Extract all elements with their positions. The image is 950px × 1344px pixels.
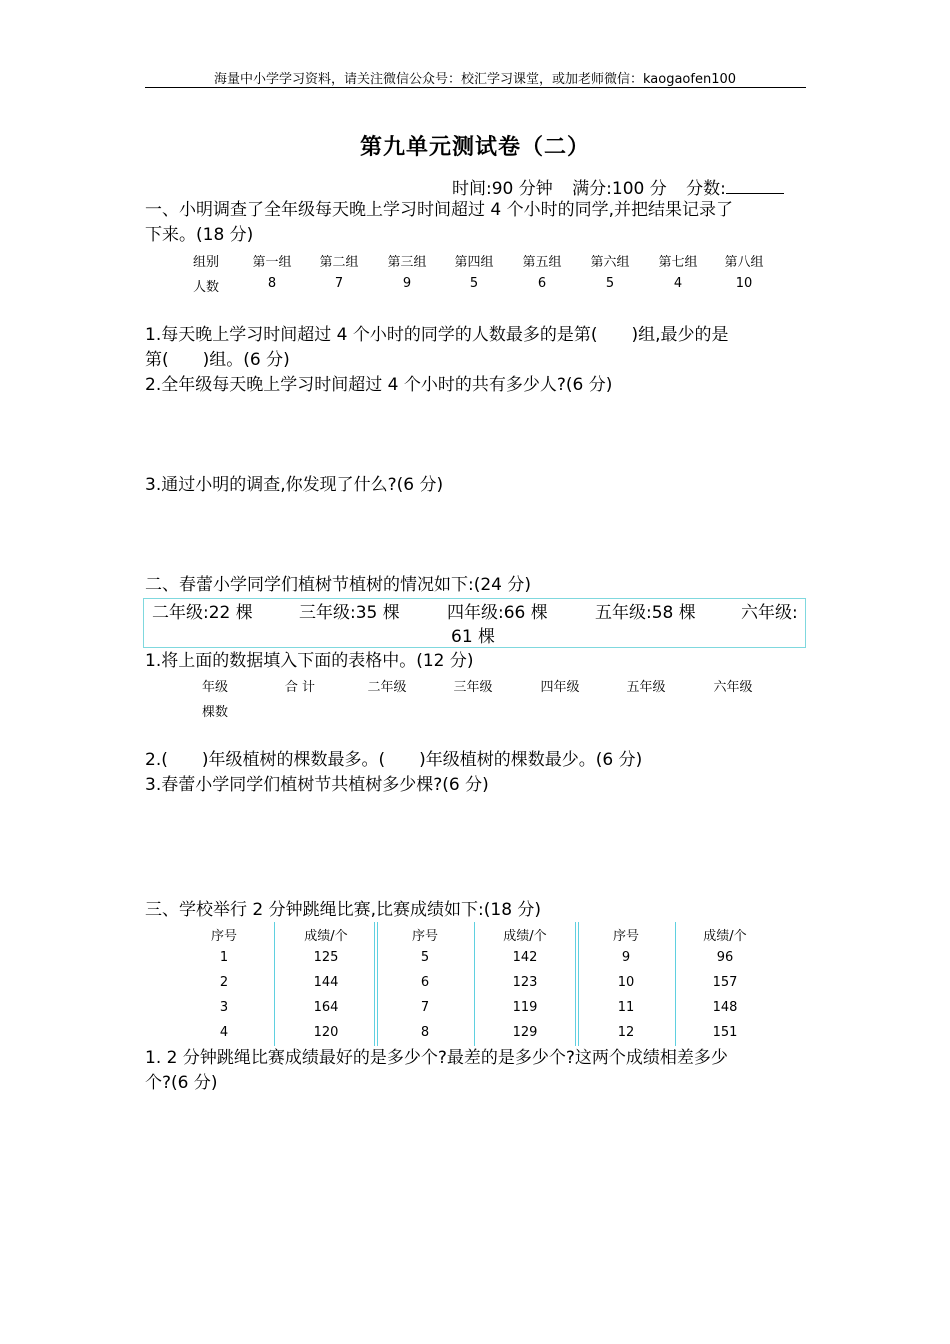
table-header: 合 计 <box>284 680 316 695</box>
table-cell: 123 <box>512 975 538 990</box>
table-cell: 9 <box>621 950 631 965</box>
group-header: 第二组 <box>319 255 359 270</box>
section1-question2: 2.全年级每天晚上学习时间超过 4 个小时的共有多少人?(6 分) <box>145 375 613 395</box>
question-line: 1. 2 分钟跳绳比赛成绩最好的是多少个?最差的是多少个?这两个成绩相差多少 <box>145 1048 728 1068</box>
section1-question3: 3.通过小明的调查,你发现了什么?(6 分) <box>145 475 444 495</box>
box-item-grade6-value: 61 棵 <box>451 627 496 647</box>
table-cell: 157 <box>712 975 738 990</box>
table-cell: 10 <box>617 975 635 990</box>
section1-question1 <box>145 323 807 373</box>
header-divider <box>145 87 806 88</box>
table-header: 成绩/个 <box>304 929 348 944</box>
group-count: 8 <box>267 276 277 291</box>
section3-heading: 三、学校举行 2 分钟跳绳比赛,比赛成绩如下:(18 分) <box>145 900 542 920</box>
table-cell: 142 <box>512 950 538 965</box>
table-header: 成绩/个 <box>703 929 747 944</box>
exam-meta <box>452 174 784 199</box>
table-header: 三年级 <box>453 680 493 695</box>
group-header: 第七组 <box>658 255 698 270</box>
table-cell: 120 <box>313 1025 339 1040</box>
table-header: 四年级 <box>540 680 580 695</box>
table-cell: 11 <box>617 1000 635 1015</box>
table-cell: 144 <box>313 975 339 990</box>
time-limit: 时间:90 分钟 <box>452 179 553 199</box>
table-cell: 119 <box>512 1000 538 1015</box>
group-count: 10 <box>735 276 753 291</box>
table-header: 序号 <box>612 929 639 944</box>
table-header: 五年级 <box>626 680 666 695</box>
table-cell: 3 <box>219 1000 229 1015</box>
group-header: 第八组 <box>724 255 764 270</box>
table-cell: 6 <box>420 975 430 990</box>
box-item-grade2: 二年级:22 棵 <box>152 603 253 623</box>
group-header: 第五组 <box>522 255 562 270</box>
table-cell: 8 <box>420 1025 430 1040</box>
section1-heading <box>145 198 807 248</box>
table-divider <box>374 922 375 1046</box>
question-line: 第( )组。(6 分) <box>145 350 290 370</box>
table-header: 序号 <box>411 929 438 944</box>
table-header: 年级 <box>201 680 228 695</box>
table-divider <box>474 922 475 1046</box>
table-cell: 2 <box>219 975 229 990</box>
section2-question2: 2.( )年级植树的棵数最多。( )年级植树的棵数最少。(6 分) <box>145 750 643 770</box>
page-header: 海量中小学学习资料，请关注微信公众号：校汇学习课堂，或加老师微信：kaogaofen100 <box>213 72 737 87</box>
group-count: 9 <box>402 276 412 291</box>
table-cell: 5 <box>420 950 430 965</box>
table-header: 六年级 <box>713 680 753 695</box>
group-count: 7 <box>334 276 344 291</box>
table-divider <box>578 922 579 1046</box>
group-count: 6 <box>537 276 547 291</box>
group-count: 5 <box>469 276 479 291</box>
score-blank[interactable] <box>726 179 784 194</box>
group-header: 第四组 <box>454 255 494 270</box>
group-count: 4 <box>673 276 683 291</box>
question-line: 1.每天晚上学习时间超过 4 个小时的同学的人数最多的是第( )组,最少的是 <box>145 325 729 345</box>
table-cell: 4 <box>219 1025 229 1040</box>
table-row-label: 人数 <box>192 280 219 295</box>
table-cell: 125 <box>313 950 339 965</box>
table-cell: 96 <box>716 950 734 965</box>
group-header: 第六组 <box>590 255 630 270</box>
section2-heading: 二、春蕾小学同学们植树节植树的情况如下:(24 分) <box>145 575 532 595</box>
score-label: 分数: <box>686 179 726 199</box>
section1-heading-line2: 下来。(18 分) <box>145 225 254 245</box>
section2-question1: 1.将上面的数据填入下面的表格中。(12 分) <box>145 651 474 671</box>
table-cell: 129 <box>512 1025 538 1040</box>
full-score: 满分:100 分 <box>572 179 667 199</box>
section3-question1 <box>145 1046 807 1096</box>
table-row-label: 组别 <box>192 255 219 270</box>
table-divider <box>575 922 576 1046</box>
group-header: 第一组 <box>252 255 292 270</box>
section2-question3: 3.春蕾小学同学们植树节共植树多少棵?(6 分) <box>145 775 489 795</box>
table-header: 序号 <box>210 929 237 944</box>
box-item-grade3: 三年级:35 棵 <box>299 603 400 623</box>
table-cell: 151 <box>712 1025 738 1040</box>
box-item-grade5: 五年级:58 棵 <box>595 603 696 623</box>
table-divider <box>377 922 378 1046</box>
table-cell: 148 <box>712 1000 738 1015</box>
box-item-grade6-label: 六年级: <box>741 603 798 623</box>
table-divider <box>675 922 676 1046</box>
question-line: 个?(6 分) <box>145 1073 218 1093</box>
table-divider <box>274 922 275 1046</box>
group-header: 第三组 <box>387 255 427 270</box>
section1-heading-line1: 一、小明调查了全年级每天晚上学习时间超过 4 个小时的同学,并把结果记录了 <box>145 200 734 220</box>
table-header: 成绩/个 <box>503 929 547 944</box>
page-title: 第九单元测试卷（二） <box>359 134 590 160</box>
table-cell: 7 <box>420 1000 430 1015</box>
table-cell: 1 <box>219 950 229 965</box>
table-header: 二年级 <box>367 680 407 695</box>
box-item-grade4: 四年级:66 棵 <box>447 603 548 623</box>
group-count: 5 <box>605 276 615 291</box>
table-row-label: 棵数 <box>201 705 228 720</box>
table-cell: 164 <box>313 1000 339 1015</box>
table-cell: 12 <box>617 1025 635 1040</box>
